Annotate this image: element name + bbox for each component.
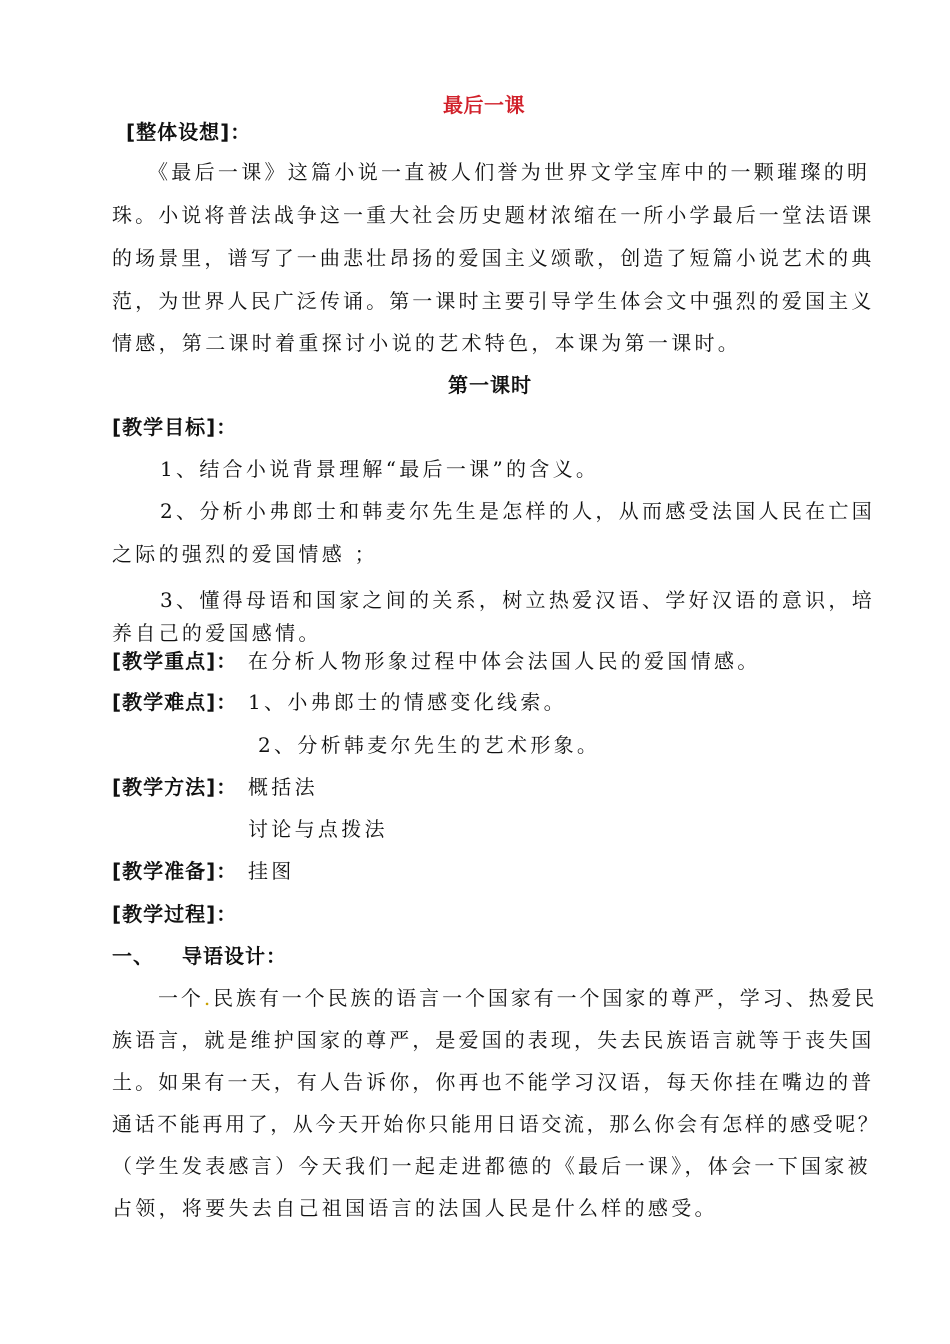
- overall-paragraph-line: 《最后一课》这篇小说一直被人们誉为世界文学宝库中的一颗璀璨的明: [148, 160, 871, 184]
- section-number: 一、: [112, 944, 154, 968]
- objective-item-continued: 之际的强烈的爱国情感 ；: [112, 542, 378, 566]
- overall-paragraph-line: 范，为世界人民广泛传诵。第一课时主要引导学生体会文中强烈的爱国主义: [112, 289, 875, 313]
- process-heading: [教学过程]：: [112, 902, 238, 926]
- key-points-text: 在分析人物形象过程中体会法国人民的爱国情感。: [248, 649, 761, 673]
- method-heading: [教学方法]：: [112, 775, 238, 799]
- key-points-heading: [教学重点]：: [112, 649, 238, 673]
- intro-paragraph-line: 通话不能再用了，从今天开始你只能用日语交流，那么你会有怎样的感受呢？: [112, 1112, 881, 1136]
- intro-paragraph-line: 土。如果有一天，有人告诉你，你再也不能学习汉语，每天你挂在嘴边的普: [112, 1070, 875, 1094]
- method-item: 概括法: [248, 775, 318, 799]
- objective-item: 2、分析小弗郎士和韩麦尔先生是怎样的人，从而感受法国人民在亡国: [160, 499, 876, 523]
- objective-item-continued: 养自己的爱国感情。: [112, 621, 322, 645]
- section-title: 导语设计：: [182, 944, 287, 968]
- editing-mark: .: [203, 986, 214, 1010]
- intro-text: 民族有一个民族的语言一个国家有一个国家的尊严，学习、热爱民: [213, 986, 878, 1010]
- difficulty-item: 2、分析韩麦尔先生的艺术形象。: [258, 733, 601, 757]
- overall-paragraph-line: 情感，第二课时着重探讨小说的艺术特色，本课为第一课时。: [112, 331, 742, 355]
- overall-paragraph-line: 珠。小说将普法战争这一重大社会历史题材浓缩在一所小学最后一堂法语课: [112, 203, 875, 227]
- intro-paragraph-line: （学生发表感言）今天我们一起走进都德的《最后一课》，体会一下国家被: [112, 1154, 871, 1178]
- difficulties-heading: [教学难点]：: [112, 690, 238, 714]
- lesson-heading: 第一课时: [448, 373, 532, 397]
- intro-paragraph-line: 占领，将要失去自己祖国语言的法国人民是什么样的感受。: [112, 1196, 718, 1220]
- intro-text: 一个: [158, 986, 204, 1010]
- document-title: 最后一课: [443, 93, 525, 117]
- difficulty-item: 1、小弗郎士的情感变化线索。: [248, 690, 567, 714]
- preparation-text: 挂图: [248, 859, 295, 883]
- objective-item: 1、结合小说背景理解“最后一课”的含义。: [160, 457, 600, 481]
- overall-heading: [整体设想]：: [126, 120, 252, 144]
- objective-item: 3、懂得母语和国家之间的关系，树立热爱汉语、学好汉语的意识，培: [160, 588, 876, 612]
- overall-paragraph-line: 的场景里，谱写了一曲悲壮昂扬的爱国主义颂歌，创造了短篇小说艺术的典: [112, 246, 875, 270]
- intro-paragraph-line: [158, 985, 877, 1011]
- intro-paragraph-line: 族语言，就是维护国家的尊严，是爱国的表现，失去民族语言就等于丧失国: [112, 1028, 875, 1052]
- objectives-heading: [教学目标]：: [112, 415, 238, 439]
- preparation-heading: [教学准备]：: [112, 859, 238, 883]
- method-item: 讨论与点拨法: [248, 817, 388, 841]
